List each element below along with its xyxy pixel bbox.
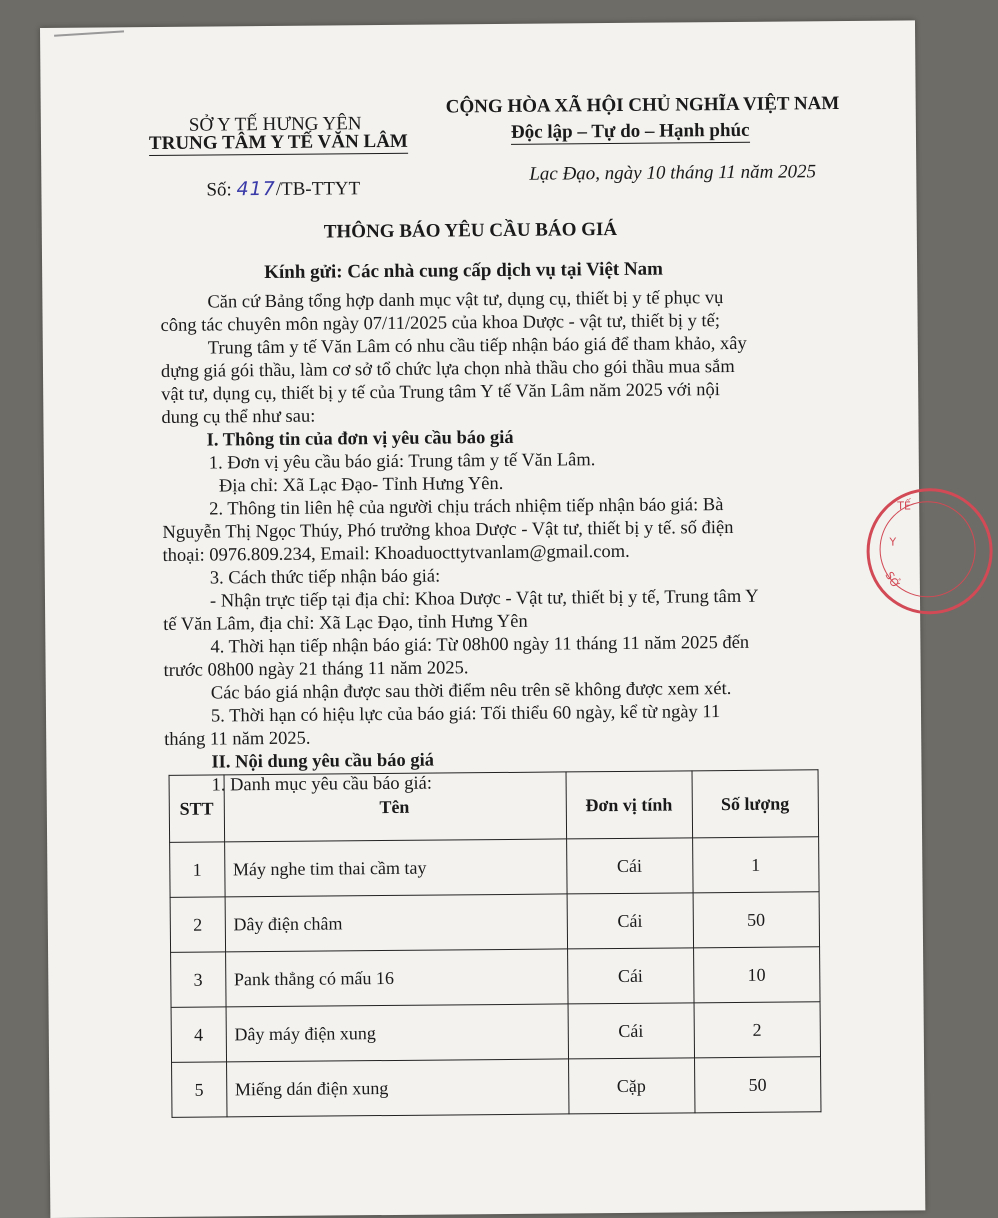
paragraph-line: công tác chuyên môn ngày 07/11/2025 của khoa Dược - vật tư, thiết bị y tế; bbox=[160, 311, 721, 336]
seal-letter: TẾ bbox=[897, 499, 911, 513]
republic-title: CỘNG HÒA XÃ HỘI CHỦ NGHĨA VIỆT NAM bbox=[445, 93, 840, 118]
paragraph-line: dựng giá gói thầu, làm cơ sở tổ chức lựa chọn nhà thầu cho gói thầu mua sắm bbox=[160, 356, 735, 382]
cell-name: Miếng dán điện xung bbox=[226, 1059, 568, 1117]
table-row bbox=[170, 837, 819, 898]
info-line: 4. Thời hạn tiếp nhận báo giá: Từ 08h00 ngày 11 tháng 11 năm 2025 đến bbox=[210, 632, 750, 658]
info-line: trước 08h00 ngày 21 tháng 11 năm 2025. bbox=[163, 658, 469, 681]
seal-letter: Y bbox=[889, 535, 897, 549]
cell-unit: Cái bbox=[568, 1003, 695, 1059]
cell-quantity: 10 bbox=[693, 947, 820, 1003]
header-unit: Đơn vị tính bbox=[566, 771, 693, 839]
info-line: 5. Thời hạn có hiệu lực của báo giá: Tối thiểu 60 ngày, kể từ ngày 11 bbox=[210, 702, 721, 727]
cell-unit: Cặp bbox=[568, 1058, 695, 1114]
table-row bbox=[171, 1002, 820, 1063]
list-caption: 1. Danh mục yêu cầu báo giá: bbox=[211, 773, 433, 796]
cell-name: Dây máy điện xung bbox=[226, 1004, 568, 1062]
motto: Độc lập – Tự do – Hạnh phúc bbox=[510, 119, 750, 143]
info-line: 2. Thông tin liên hệ của người chịu trách nhiệm tiếp nhận báo giá: Bà bbox=[209, 495, 724, 520]
cell-unit: Cái bbox=[567, 893, 694, 949]
section-heading: I. Thông tin của đơn vị yêu cầu báo giá bbox=[206, 427, 514, 451]
section-heading: II. Nội dung yêu cầu báo giá bbox=[211, 750, 435, 773]
cell-quantity: 50 bbox=[694, 1057, 821, 1113]
table-row bbox=[171, 947, 820, 1008]
info-line: Địa chỉ: Xã Lạc Đạo- Tỉnh Hưng Yên. bbox=[218, 473, 504, 497]
document-page bbox=[40, 20, 925, 1218]
salutation: Kính gửi: Các nhà cung cấp dịch vụ tại Việt Nam bbox=[264, 258, 664, 284]
document-number: Số: 417/TB-TTYT bbox=[206, 177, 361, 201]
document-title: THÔNG BÁO YÊU CẦU BÁO GIÁ bbox=[323, 218, 618, 243]
info-line: 3. Cách thức tiếp nhận báo giá: bbox=[209, 566, 441, 589]
cell-name: Máy nghe tim thai cầm tay bbox=[224, 839, 566, 897]
header-stt: STT bbox=[169, 775, 224, 842]
cell-stt: 1 bbox=[170, 842, 225, 897]
paragraph-line: dung cụ thể như sau: bbox=[161, 406, 316, 428]
cell-stt: 4 bbox=[171, 1007, 226, 1062]
cell-quantity: 50 bbox=[693, 892, 820, 948]
cell-unit: Cái bbox=[567, 948, 694, 1004]
red-seal-stamp bbox=[866, 488, 993, 615]
table-header-row bbox=[169, 770, 819, 843]
info-line: Nguyễn Thị Ngọc Thúy, Phó trưởng khoa Dược - Vật tư, thiết bị y tế. số điện bbox=[162, 517, 734, 543]
cell-stt: 5 bbox=[172, 1062, 227, 1117]
info-line: Các báo giá nhận được sau thời điểm nêu trên sẽ không được xem xét. bbox=[210, 678, 732, 704]
header-quantity: Số lượng bbox=[692, 770, 819, 838]
cell-unit: Cái bbox=[566, 838, 693, 894]
info-line: - Nhận trực tiếp tại địa chỉ: Khoa Dược - Vật tư, thiết bị y tế, Trung tâm Y bbox=[209, 586, 759, 612]
place-date: Lạc Đạo, ngày 10 tháng 11 năm 2025 bbox=[529, 161, 817, 185]
table-row bbox=[170, 892, 819, 953]
info-line: tế Văn Lâm, địa chỉ: Xã Lạc Đạo, tỉnh Hưng Yên bbox=[163, 611, 528, 635]
paragraph-line: Trung tâm y tế Văn Lâm có nhu cầu tiếp nhận báo giá để tham khảo, xây bbox=[207, 333, 747, 359]
cell-name: Dây điện châm bbox=[225, 894, 567, 952]
cell-name: Pank thẳng có mấu 16 bbox=[225, 949, 567, 1007]
cell-quantity: 2 bbox=[694, 1002, 821, 1058]
info-line: tháng 11 năm 2025. bbox=[164, 728, 311, 750]
agency-name: SỞ Y TẾ HƯNG YÊN bbox=[188, 113, 362, 136]
items-table bbox=[169, 769, 822, 1118]
handwritten-number: 417 bbox=[236, 177, 276, 201]
cell-quantity: 1 bbox=[692, 837, 819, 893]
seal-letter: SỞ bbox=[882, 569, 903, 591]
paragraph-line: vật tư, dụng cụ, thiết bị y tế của Trung tâm Y tế Văn Lâm năm 2025 với nội bbox=[161, 380, 720, 405]
header-name: Tên bbox=[224, 772, 567, 842]
info-line: thoại: 0976.809.234, Email: Khoaduocttytvanlam@gmail.com. bbox=[162, 541, 630, 566]
table-row bbox=[172, 1057, 821, 1118]
cell-stt: 2 bbox=[170, 897, 225, 952]
info-line: 1. Đơn vị yêu cầu báo giá: Trung tâm y tế Văn Lâm. bbox=[208, 450, 596, 474]
cell-stt: 3 bbox=[171, 952, 226, 1007]
paragraph-line: Căn cứ Bảng tổng hợp danh mục vật tư, dụng cụ, thiết bị y tế phục vụ bbox=[207, 288, 724, 313]
center-name: TRUNG TÂM Y TẾ VĂN LÂM bbox=[148, 130, 408, 155]
page-fold-mark bbox=[54, 30, 124, 36]
